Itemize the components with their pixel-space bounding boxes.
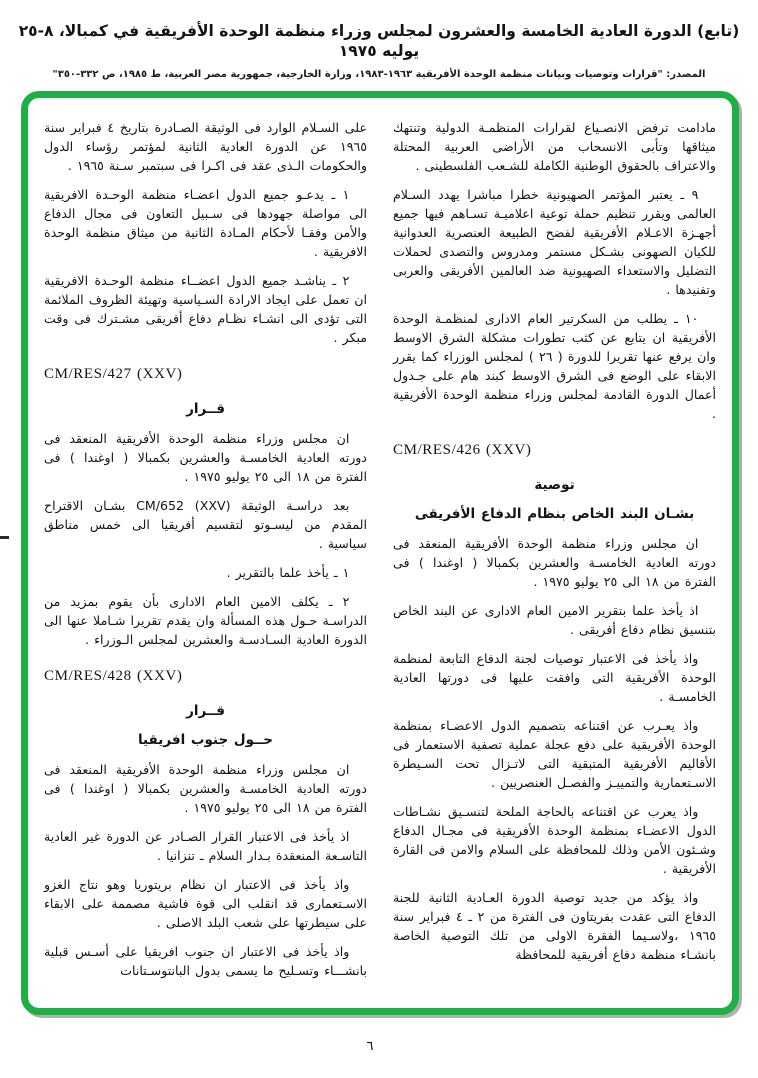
resolution-ref: CM/RES/428 (XXV) xyxy=(44,668,183,684)
paragraph: واذ يؤكد من جديد توصية الدورة العـادية الثانية للجنة الدفاع التى عقدت بفريتاون فى الفترة من ٢ ـ ٤ فبراير سنة ١٩٦٥ ،ولاسـيما الفقرة الاولى من تلك التوصية الخاصة بانشـاء منظمة دفاع أفريقية للمحافظة xyxy=(393,890,716,962)
paragraph: واذ يأخذ فى الاعتبار توصيات لجنة الدفاع التابعة لمنظمة الوحدة الأفريقية التى وافقت عليها فى دورتها العادية الخامسـة . xyxy=(393,651,716,704)
page-header xyxy=(0,0,758,80)
paragraph: ١ ـ يدعـو جميع الدول اعضـاء منظمة الوحـدة الافريقية الى مواصلة جهودها فى سـبيل التعاون فى مجال الدفاع والأمن وفقـا لأحكام المـادة الثانية من ميثاق منظمة الوحدة الافريقية . xyxy=(44,187,367,259)
paragraph: ١ ـ يأخذ علما بالتقرير . xyxy=(226,565,350,580)
paragraph: ان مجلس وزراء منظمة الوحدة الأفريقية المنعقد فى دورته العادية الخامسـة والعشرين بكمبالا ( اوغندا ) فى الفترة من ١٨ الى ٢٥ يوليو ١٩٧٥ . xyxy=(44,762,367,815)
section-heading: قــرار xyxy=(186,703,225,719)
section-heading: قــرار xyxy=(186,401,225,417)
paragraph: واذ يأخذ فى الاعتبار ان نظام بريتوريا وهو نتاج الغزو الاسـتعمارى قد انقلب الى قوة فاشية مصممة على الابقاء على سيطرتها على شعب البلد الاصلى . xyxy=(44,877,367,930)
paragraph: اذ يأخذ علما بتقرير الامين العام الادارى عن البند الخاص بتنسيق نظام دفاع أفريقى . xyxy=(393,603,716,637)
source-citation: المصدر: "قرارات وتوصيات وبيانات منظمة الوحدة الأفريقية ١٩٦٣-١٩٨٣، وزارة الخارجية، جمهورية مصر العربية، ط ١٩٨٥، ص ٣٣٢-٣٥٠" xyxy=(52,69,706,81)
column-right xyxy=(393,108,716,1000)
two-column-layout xyxy=(44,108,716,1000)
column-left xyxy=(44,108,367,1000)
paragraph: اذ يأخذ فى الاعتبار القرار الصـادر عن الدورة غير العادية التاسـعة المنعقدة بـدار السلام ـ تنزانيا . xyxy=(44,829,367,863)
paragraph: واذ يعـرب عن اقتناعه بتصميم الدول الاعضـاء بمنظمة الوحدة الأفريقية على دفع عجلة عملية تصفية الاستعمار فى الأقاليم الأفريقية المتبقية التى لاتـزال تحت السـيطرة الاسـتعمارية والتمييـز والفصـل العنصريين . xyxy=(393,718,716,790)
paragraph: ١٠ ـ يطلب من السكرتير العام الادارى لمنظمـة الوحدة الأفريقية ان يتابع عن كثب تطورات مشكلة الشرق الاوسط وان يرفع عنها تقريرا للدورة ( ٢٦ ) لمجلس الوزراء كما يقرر الابقاء على الوضع فى الشرق الاوسط كبند هام على جـدول أعمال الدورة القادمة لمجلس وزراء منظمة الوحدة الأفريقية . xyxy=(393,311,716,421)
paragraph: واذ يأخذ فى الاعتبار ان جنوب افريقيا على أسـس قبلية بانشـــاء وتسـليح ما يسمى بدول البانتوسـتانات xyxy=(44,944,367,978)
paragraph: ٩ ـ يعتبر المؤتمر الصهيونية خطرا مباشرا يهدد السـلام العالمى ويقرر تنظيم حملة توعية اعلاميـة تسـاهم فيها جميع أجهـزة الاعـلام الأفريقية لفضح الطبيعة العنصرية العدوانية للكيان الصهونى بشـكل مستمر ومدروس والتصدى لحملات التضليل والاستعداء الصهيونية ضد العالمين الأفريقى والعربى وتفنيدها . xyxy=(393,187,716,297)
resolution-ref: CM/RES/426 (XXV) xyxy=(393,442,532,458)
page-number: ٦ xyxy=(366,1039,374,1054)
section-subheading: حــول جنوب افريقيا xyxy=(137,732,274,748)
paragraph: بعد دراسـة الوثيقة CM/652 (XXV) بشـان الاقتراح المقدم من ليسـوتو لتقسيم أفريقيا الى خمس مناطق سياسية . xyxy=(44,498,367,551)
section-heading: توصية xyxy=(534,477,575,493)
section-subheading: بشـان البند الخاص بنظام الدفاع الأفريقى xyxy=(414,506,695,522)
paragraph: ٢ ـ يكلف الامين العام الادارى بأن يقوم بمزيد من الدراسـة حـول هذه المسألة وان يقدم تقريرا شـاملا عنها الى الدورة العادية السـادسـة والعشرين لمجلس الـوزراء . xyxy=(44,594,367,647)
green-border-box xyxy=(21,91,739,1015)
resolution-ref: CM/RES/427 (XXV) xyxy=(44,366,183,382)
paragraph: واذ يعرب عن اقتناعه بالحاجة الملحة لتنسـيق نشـاطات الدول الاعضـاء بمنظمة الوحدة الأفريقية فى مجـال الدفاع وشـئون الأمن وذلك للمحافظة على السلام والامن فى القارة الأفريقية . xyxy=(393,804,716,876)
paragraph: ٢ ـ يناشـد جميع الدول اعضــاء منظمة الوحـدة الافريقية ان تعمل على ايجاد الارادة السـياسية وتهيئة الظروف الملائمة التى تؤدى الى انشـاء نظـام دفاع أفريقى مشـترك فى وقت مبكر . xyxy=(44,273,367,345)
paragraph: ان مجلس وزراء منظمة الوحدة الأفريقية المنعقد فى دورته العادية الخامسـة والعشرين بكمبالا ( اوغندا ) فى الفترة من ١٨ الى ٢٥ يوليو ١٩٧٥ . xyxy=(393,536,716,589)
paragraph: ان مجلس وزراء منظمة الوحدة الأفريقية المنعقد فى دورته العادية الخامسـة والعشرين بكمبالا ( اوغندا ) فى الفترة من ١٨ الى ٢٥ يوليو ١٩٧٥ . xyxy=(44,431,367,484)
paragraph-continued: مادامت ترفض الانصـياع لقرارات المنظمـة الدولية وتنتهك ميثاقها وتأبى الانسحاب من الأراضى العربية المحتلة والاعتراف بالحقوق الوطنية الكاملة للشـعب الفلسطينى . xyxy=(393,120,716,173)
scan-artifact-dash xyxy=(0,536,9,539)
document-title: (تابع) الدورة العادية الخامسة والعشرون لمجلس وزراء منظمة الوحدة الأفريقية في كمبالا، ٨-٢٥ يوليه ١٩٧٥ xyxy=(18,22,740,61)
paragraph-continued: على السـلام الوارد فى الوثيقة الصـادرة بتاريخ ٤ فبراير سنة ١٩٦٥ عن الدورة العادية الثانية لمؤتمر رؤساء الدول والحكومات الـذى عقد فى اكـرا فى سبتمبر سـنة ١٩٦٥ . xyxy=(44,120,367,173)
